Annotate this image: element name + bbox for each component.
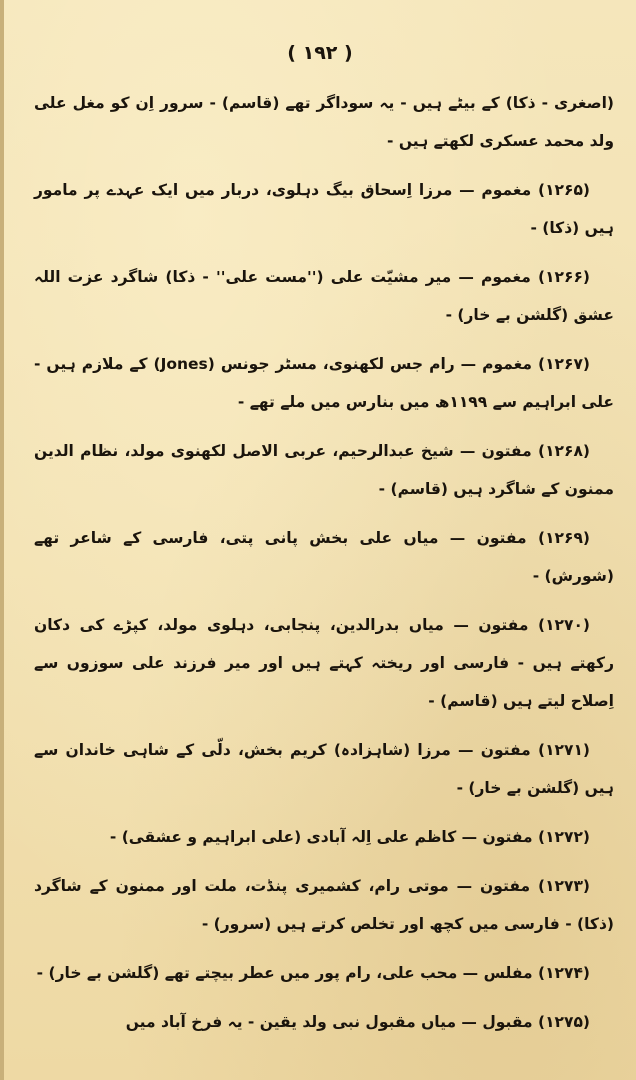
entry-paragraph: (۱۲۶۶) مغموم — میر مشیّت علی (''مست علی'' - ذکا) شاگرد عزت اللہ عشق (گلشن بے خار) - bbox=[34, 268, 614, 324]
entry-paragraph: (۱۲۷۳) مفتون — موتی رام، کشمیری پنڈت، ملت اور ممنون کے شاگرد (ذکا) - فارسی میں کچھ اور تخلص کرتے ہیں (سرور) - bbox=[34, 877, 614, 933]
entry-paragraph: (اصغری - ذکا) کے بیٹے ہیں - یہ سوداگر تھے (قاسم) - سرور اِن کو مغل علی ولد محمد عسکری لکھتے ہیں - bbox=[34, 94, 614, 150]
entry-paragraph: (۱۲۶۵) مغموم — مرزا اِسحاق بیگ دہلوی، دربار میں ایک عہدے پر مامور ہیں (ذکا) - bbox=[34, 181, 614, 237]
entry-paragraph: (۱۲۷۲) مفتون — کاظم علی اِلہ آبادی (علی ابراہیم و عشقی) - bbox=[109, 828, 590, 846]
entry-paragraph: (۱۲۷۴) مفلس — محب علی، رام پور میں عطر بیچتے تھے (گلشن بے خار) - bbox=[36, 964, 590, 982]
page-number: ( ۱۹۲ ) bbox=[287, 42, 353, 64]
page-text-body bbox=[34, 84, 614, 1052]
entry-paragraph: (۱۲۶۹) مفتون — میاں علی بخش پانی پتی، فارسی کے شاعر تھے (شورش) - bbox=[34, 529, 614, 585]
entry-paragraph: (۱۲۷۱) مفتون — مرزا (شاہزادہ) کریم بخش، دلّی کے شاہی خاندان سے ہیں (گلشن بے خار) - bbox=[34, 741, 614, 797]
entry-paragraph: (۱۲۶۸) مفتون — شیخ عبدالرحیم، عربی الاصل لکھنوی مولد، نظام الدین ممنون کے شاگرد ہیں (قاسم) - bbox=[34, 442, 614, 498]
entry-paragraph: (۱۲۶۷) مغموم — رام جس لکھنوی، مسٹر جونس (Jones) کے ملازم ہیں - علی ابراہیم سے ۱۱۹۹ھ میں بنارس میں ملے تھے - bbox=[34, 355, 614, 411]
entry-paragraph: (۱۲۷۰) مفتون — میاں بدرالدین، پنجابی، دہلوی مولد، کپڑے کی دکان رکھتے ہیں - فارسی اور ریختہ کہتے ہیں اور میر فرزند علی سوزوں سے اِصلاح لیتے ہیں (قاسم) - bbox=[34, 616, 614, 710]
entry-paragraph: (۱۲۷۵) مقبول — میاں مقبول نبی ولد یقین - یہ فرخ آباد میں bbox=[125, 1013, 590, 1031]
